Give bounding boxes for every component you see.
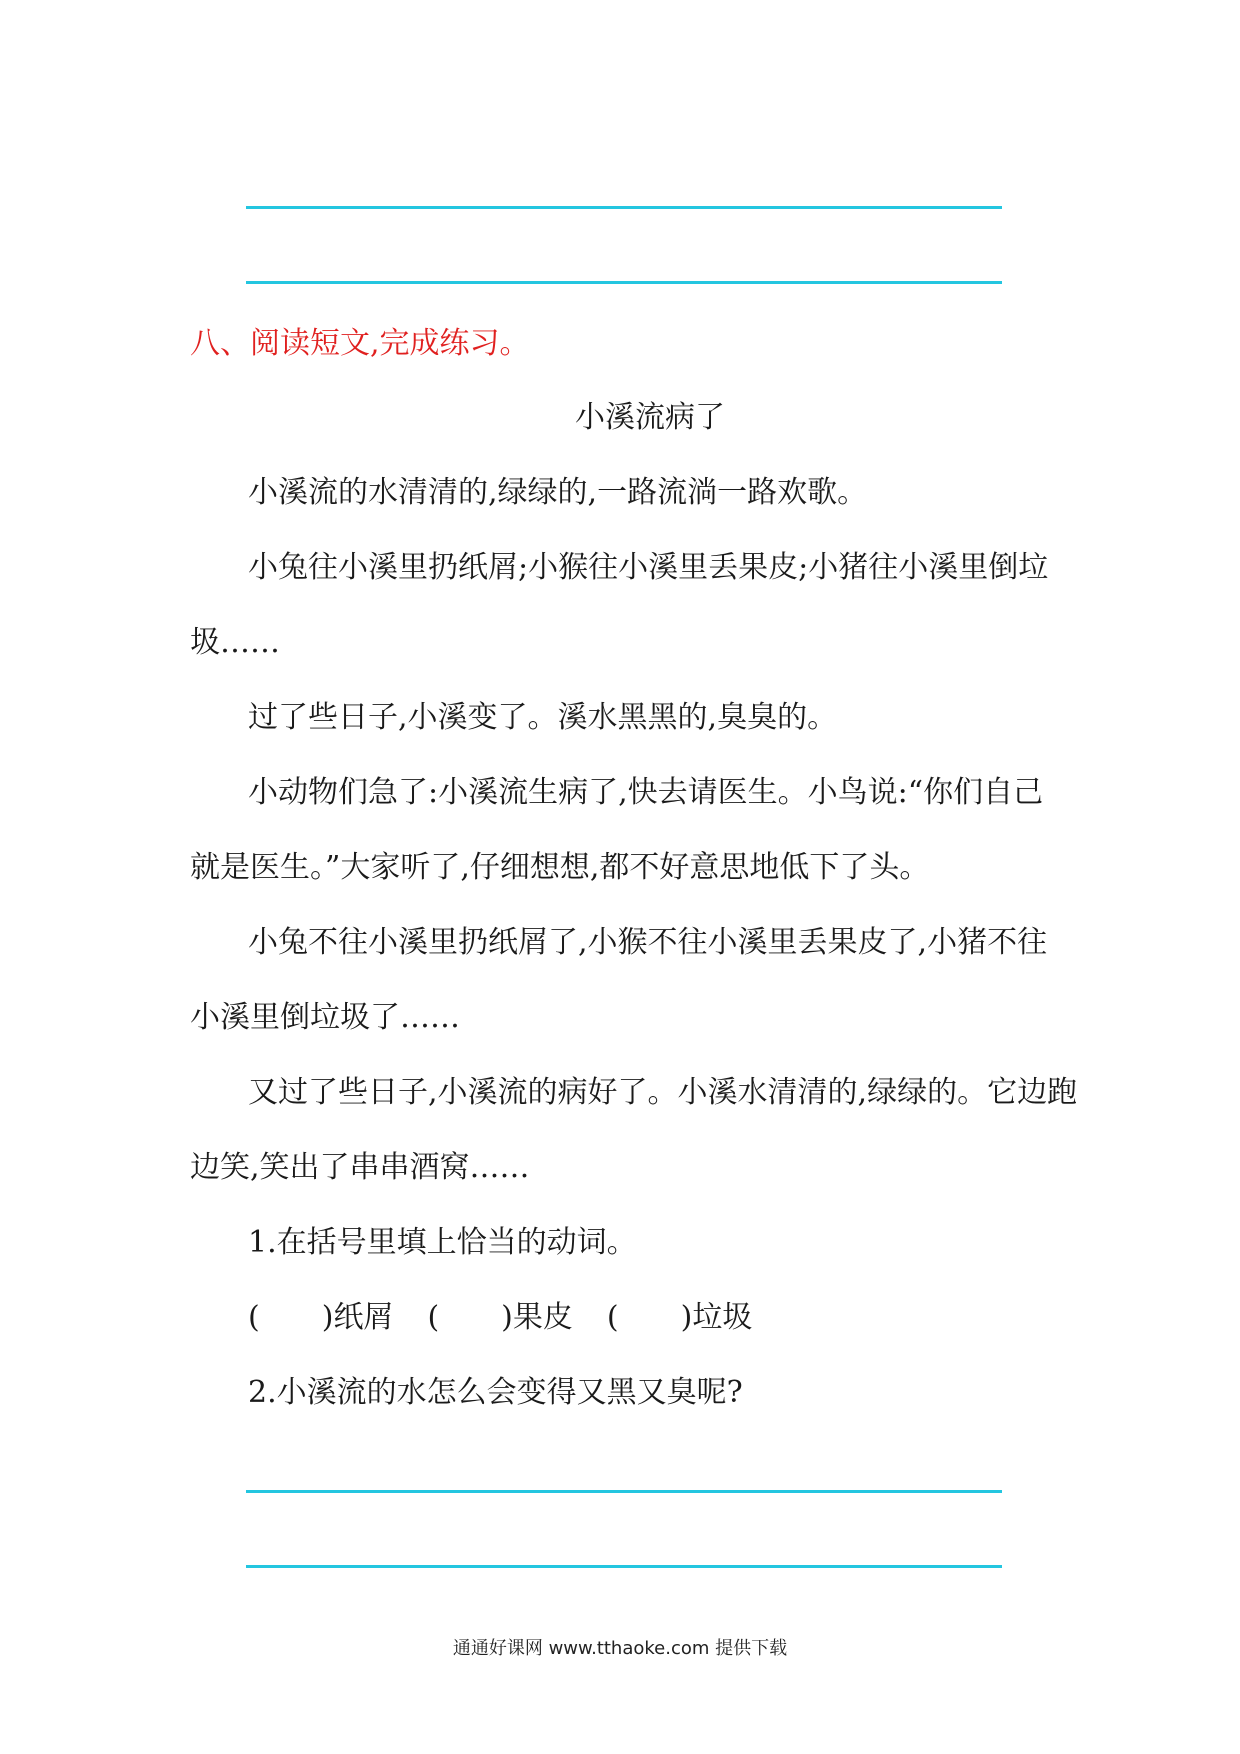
blank-word: 垃圾 (692, 1300, 753, 1335)
passage-line: 小动物们急了:小溪流生病了,快去请医生。小鸟说:“你们自己 (248, 775, 1044, 810)
passage-title: 小溪流病了 (575, 400, 725, 435)
blank-space[interactable] (439, 1298, 501, 1338)
passage-line: 过了些日子,小溪变了。溪水黑黑的,臭臭的。 (248, 700, 838, 735)
blank-word: 果皮 (512, 1300, 573, 1335)
blank-group (248, 1298, 393, 1338)
blank-word: 纸屑 (333, 1300, 394, 1335)
question-2: 2.小溪流的水怎么会变得又黑又臭呢? (248, 1375, 743, 1410)
passage-line: 小兔往小溪里扔纸屑;小猴往小溪里丢果皮;小猪往小溪里倒垃 (248, 550, 1049, 585)
blank-space[interactable] (619, 1298, 681, 1338)
footer-credit: 通通好课网 www.tthaoke.com 提供下载 (452, 1638, 788, 1659)
answer-line-bottom-2[interactable] (246, 1565, 1002, 1568)
answer-line-top-2 (246, 281, 1002, 284)
passage-line: 又过了些日子,小溪流的病好了。小溪水清清的,绿绿的。它边跑 (248, 1075, 1078, 1110)
section-heading: 八、阅读短文,完成练习。 (190, 326, 530, 361)
fill-in-blanks-row (248, 1298, 786, 1338)
blank-space[interactable] (260, 1298, 322, 1338)
passage-line: 小兔不往小溪里扔纸屑了,小猴不往小溪里丢果皮了,小猪不往 (248, 925, 1048, 960)
close-paren: ) (501, 1300, 513, 1335)
passage-line: 小溪里倒垃圾了…… (190, 1000, 460, 1035)
blank-group (607, 1298, 752, 1338)
open-paren: ( (606, 1300, 619, 1335)
answer-line-top-1 (246, 206, 1002, 209)
passage-line: 就是医生。”大家听了,仔细想想,都不好意思地低下了头。 (190, 850, 930, 885)
question-1: 1.在括号里填上恰当的动词。 (248, 1225, 637, 1260)
close-paren: ) (321, 1300, 334, 1335)
open-paren: ( (427, 1300, 440, 1335)
open-paren: ( (248, 1300, 260, 1335)
passage-line: 边笑,笑出了串串酒窝…… (190, 1150, 530, 1185)
answer-line-bottom-1[interactable] (246, 1490, 1002, 1493)
blank-group (427, 1298, 572, 1338)
passage-line: 小溪流的水清清的,绿绿的,一路流淌一路欢歌。 (248, 475, 868, 510)
close-paren: ) (680, 1300, 693, 1335)
passage-line: 圾…… (190, 625, 280, 660)
